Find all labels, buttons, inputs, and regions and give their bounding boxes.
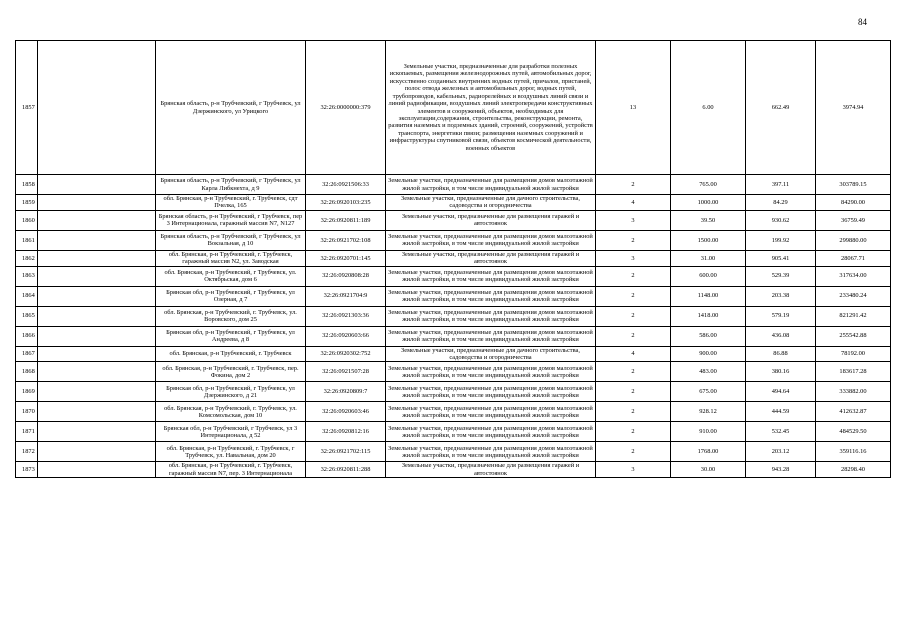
cadastral-value: 3974.94 bbox=[816, 41, 891, 175]
cadastral-value: 317634.00 bbox=[816, 266, 891, 286]
group-number: 3 bbox=[596, 250, 671, 266]
land-purpose: Земельные участки, предназначенные для размещения гаражей и автостоянок bbox=[386, 462, 596, 478]
spacer bbox=[38, 422, 156, 442]
spacer bbox=[38, 442, 156, 462]
row-number: 1870 bbox=[16, 402, 38, 422]
cadastral-number: 32:26:0920811:288 bbox=[306, 462, 386, 478]
row-number: 1868 bbox=[16, 362, 38, 382]
table-row bbox=[16, 442, 891, 462]
cadastral-rate: 532.45 bbox=[746, 422, 816, 442]
cadastral-value: 28298.40 bbox=[816, 462, 891, 478]
cadastral-number: 32:26:0921702:108 bbox=[306, 230, 386, 250]
group-number: 3 bbox=[596, 210, 671, 230]
spacer bbox=[38, 382, 156, 402]
area: 30.00 bbox=[671, 462, 746, 478]
land-purpose: Земельные участки, предназначенные для дачного строительства, садоводства и огородничества bbox=[386, 195, 596, 211]
row-number: 1864 bbox=[16, 286, 38, 306]
row-number: 1872 bbox=[16, 442, 38, 462]
group-number: 2 bbox=[596, 326, 671, 346]
spacer bbox=[38, 210, 156, 230]
area: 900.00 bbox=[671, 346, 746, 362]
address: обл. Брянская, р-н Трубчевский, г. Трубчевск, ул. Комсомольская, дом 10 bbox=[156, 402, 306, 422]
area: 31.00 bbox=[671, 250, 746, 266]
cadastral-number: 32:26:0000000:379 bbox=[306, 41, 386, 175]
group-number: 3 bbox=[596, 462, 671, 478]
address: обл. Брянская, р-н Трубчевский, г Трубчевск, ул. Октябрьская, дом 6 bbox=[156, 266, 306, 286]
address: обл. Брянская, р-н Трубчевский, г. Трубчевск, сдт Пчелка, 165 bbox=[156, 195, 306, 211]
group-number: 2 bbox=[596, 442, 671, 462]
land-purpose: Земельные участки, предназначенные для дачного строительства, садоводства и огородничества bbox=[386, 346, 596, 362]
cadastral-number: 32:26:0921303:36 bbox=[306, 306, 386, 326]
row-number: 1863 bbox=[16, 266, 38, 286]
area: 910.00 bbox=[671, 422, 746, 442]
land-purpose: Земельные участки, предназначенные для размещения домов малоэтажной жилой застройки, в том числе индивидуальной жилой застройки bbox=[386, 286, 596, 306]
cadastral-number: 32:26:0920808:28 bbox=[306, 266, 386, 286]
land-purpose: Земельные участки, предназначенные для размещения домов малоэтажной жилой застройки, в том числе индивидуальной жилой застройки bbox=[386, 402, 596, 422]
row-number: 1871 bbox=[16, 422, 38, 442]
group-number: 4 bbox=[596, 195, 671, 211]
land-purpose: Земельные участки, предназначенные для размещения домов малоэтажной жилой застройки, в том числе индивидуальной жилой застройки bbox=[386, 362, 596, 382]
cadastral-value: 36759.49 bbox=[816, 210, 891, 230]
spacer bbox=[38, 286, 156, 306]
area: 6.00 bbox=[671, 41, 746, 175]
group-number: 2 bbox=[596, 402, 671, 422]
cadastral-number: 32:26:0921704:9 bbox=[306, 286, 386, 306]
address: обл. Брянская, р-н Трубчевский, г. Трубчевск, пер. Фокина, дом 2 bbox=[156, 362, 306, 382]
table-row bbox=[16, 230, 891, 250]
area: 1768.00 bbox=[671, 442, 746, 462]
cadastral-value: 333882.00 bbox=[816, 382, 891, 402]
cadastral-value: 412632.87 bbox=[816, 402, 891, 422]
row-number: 1857 bbox=[16, 41, 38, 175]
address: обл. Брянская, р-н Трубчевский, г. Трубчевск bbox=[156, 346, 306, 362]
row-number: 1867 bbox=[16, 346, 38, 362]
cadastral-rate: 436.08 bbox=[746, 326, 816, 346]
land-purpose: Земельные участки, предназначенные для размещения гаражей и автостоянок bbox=[386, 250, 596, 266]
table-row bbox=[16, 326, 891, 346]
address: Брянская область, р-н Трубчевский, г Трубчевск, ул Вокзальная, д 10 bbox=[156, 230, 306, 250]
address: Брянская обл, р-н Трубчевский, г Трубчевск, ул Озерная, д 7 bbox=[156, 286, 306, 306]
address: обл. Брянская, р-н Трубчевский, г. Трубчевск, г Трубчевск, ул. Навальная, дом 20 bbox=[156, 442, 306, 462]
cadastral-number: 32:26:0920603:46 bbox=[306, 402, 386, 422]
row-number: 1858 bbox=[16, 175, 38, 195]
cadastral-rate: 579.19 bbox=[746, 306, 816, 326]
spacer bbox=[38, 266, 156, 286]
cadastral-number: 32:26:0920811:189 bbox=[306, 210, 386, 230]
address: обл. Брянская, р-н Трубчевский, г. Трубчевск, гаражный массив N2, ул. Заводская bbox=[156, 250, 306, 266]
group-number: 2 bbox=[596, 286, 671, 306]
cadastral-value: 78192.00 bbox=[816, 346, 891, 362]
page-number: 84 bbox=[858, 17, 867, 27]
spacer bbox=[38, 362, 156, 382]
cadastral-number: 32:26:0921506:33 bbox=[306, 175, 386, 195]
table-row bbox=[16, 362, 891, 382]
land-parcel-table bbox=[15, 40, 891, 478]
area: 1500.00 bbox=[671, 230, 746, 250]
address: обл. Брянская, р-н Трубчевский, г. Трубчевск, гаражный массив N7, пер. 3 Интернационала bbox=[156, 462, 306, 478]
cadastral-value: 84290.00 bbox=[816, 195, 891, 211]
cadastral-number: 32:26:0920302:752 bbox=[306, 346, 386, 362]
address: Брянская область, р-н Трубчевский, г Трубчевск, ул Карла Либкнехта, д 9 bbox=[156, 175, 306, 195]
row-number: 1859 bbox=[16, 195, 38, 211]
cadastral-number: 32:26:0921507:28 bbox=[306, 362, 386, 382]
table-row bbox=[16, 41, 891, 175]
area: 928.12 bbox=[671, 402, 746, 422]
area: 586.00 bbox=[671, 326, 746, 346]
cadastral-number: 32:26:0921702:115 bbox=[306, 442, 386, 462]
cadastral-value: 303789.15 bbox=[816, 175, 891, 195]
cadastral-value: 233480.24 bbox=[816, 286, 891, 306]
row-number: 1860 bbox=[16, 210, 38, 230]
address: Брянская область, р-н Трубчевский, г Трубчевск, пер 3 Интернационала, гаражный массив N7, N127 bbox=[156, 210, 306, 230]
spacer bbox=[38, 326, 156, 346]
cadastral-rate: 444.59 bbox=[746, 402, 816, 422]
row-number: 1862 bbox=[16, 250, 38, 266]
cadastral-value: 255542.88 bbox=[816, 326, 891, 346]
cadastral-number: 32:26:0920701:145 bbox=[306, 250, 386, 266]
address: Брянская обл, р-н Трубчевский, г Трубчевск, ул 3 Интернационала, д 52 bbox=[156, 422, 306, 442]
row-number: 1861 bbox=[16, 230, 38, 250]
address: обл. Брянская, р-н Трубчевский, г. Трубчевск, ул. Воровского, дом 25 bbox=[156, 306, 306, 326]
area: 39.50 bbox=[671, 210, 746, 230]
land-purpose: Земельные участки, предназначенные для размещения домов малоэтажной жилой застройки, в том числе индивидуальной жилой застройки bbox=[386, 442, 596, 462]
table-row bbox=[16, 402, 891, 422]
spacer bbox=[38, 175, 156, 195]
cadastral-rate: 199.92 bbox=[746, 230, 816, 250]
cadastral-rate: 84.29 bbox=[746, 195, 816, 211]
group-number: 2 bbox=[596, 362, 671, 382]
cadastral-rate: 930.62 bbox=[746, 210, 816, 230]
group-number: 2 bbox=[596, 266, 671, 286]
land-purpose: Земельные участки, предназначенные для размещения домов малоэтажной жилой застройки, в том числе индивидуальной жилой застройки bbox=[386, 230, 596, 250]
land-purpose: Земельные участки, предназначенные для размещения домов малоэтажной жилой застройки, в том числе индивидуальной жилой застройки bbox=[386, 382, 596, 402]
address: Брянская обл, р-н Трубчевский, г Трубчевск, ул Дзержинского, д 21 bbox=[156, 382, 306, 402]
cadastral-rate: 86.88 bbox=[746, 346, 816, 362]
table-row bbox=[16, 266, 891, 286]
area: 600.00 bbox=[671, 266, 746, 286]
spacer bbox=[38, 306, 156, 326]
table-row bbox=[16, 195, 891, 211]
table-row bbox=[16, 210, 891, 230]
group-number: 13 bbox=[596, 41, 671, 175]
cadastral-rate: 380.16 bbox=[746, 362, 816, 382]
land-purpose: Земельные участки, предназначенные для разработки полезных ископаемых, размещения железнодорожных путей, автомобильных дорог, искусственно созданных внутренних водных путей, причалов, пристаней, полос отвода железных и автомобильных дорог, водных путей, трубопроводов, кабельных, радиорелейных и воздушных линий связи и линий радиофикации, воздушных линий электропередачи конструктивных элементов и сооружений, объектов, необходимых для эксплуатации,содержания, строительства, реконструкции, ремонта, развития наземных и подземных зданий, строений, сооружений, устройств транспорта, энергетики пвязи; размещения наземных сооружений и инфраструктуры спутниковой связи, объектов космической деятельности, военных объектов bbox=[386, 41, 596, 175]
land-purpose: Земельные участки, предназначенные для размещения домов малоэтажной жилой застройки, в том числе индивидуальной жилой застройки bbox=[386, 306, 596, 326]
group-number: 4 bbox=[596, 346, 671, 362]
table-row bbox=[16, 250, 891, 266]
spacer bbox=[38, 250, 156, 266]
area: 765.00 bbox=[671, 175, 746, 195]
group-number: 2 bbox=[596, 175, 671, 195]
spacer bbox=[38, 402, 156, 422]
cadastral-rate: 203.38 bbox=[746, 286, 816, 306]
area: 483.00 bbox=[671, 362, 746, 382]
cadastral-rate: 203.12 bbox=[746, 442, 816, 462]
land-purpose: Земельные участки, предназначенные для размещения гаражей и автостоянок bbox=[386, 210, 596, 230]
cadastral-rate: 529.39 bbox=[746, 266, 816, 286]
table-row bbox=[16, 422, 891, 442]
cadastral-rate: 662.49 bbox=[746, 41, 816, 175]
row-number: 1873 bbox=[16, 462, 38, 478]
spacer bbox=[38, 195, 156, 211]
address: Брянская обл, р-н Трубчевский, г Трубчевск, ул Андреева, д 8 bbox=[156, 326, 306, 346]
land-purpose: Земельные участки, предназначенные для размещения домов малоэтажной жилой застройки, в том числе индивидуальной жилой застройки bbox=[386, 266, 596, 286]
cadastral-value: 821291.42 bbox=[816, 306, 891, 326]
table-row bbox=[16, 286, 891, 306]
land-purpose: Земельные участки, предназначенные для размещения домов малоэтажной жилой застройки, в том числе индивидуальной жилой застройки bbox=[386, 175, 596, 195]
row-number: 1865 bbox=[16, 306, 38, 326]
area: 1418.00 bbox=[671, 306, 746, 326]
spacer bbox=[38, 230, 156, 250]
cadastral-rate: 943.28 bbox=[746, 462, 816, 478]
cadastral-number: 32:26:0920812:16 bbox=[306, 422, 386, 442]
cadastral-rate: 905.41 bbox=[746, 250, 816, 266]
cadastral-value: 484529.50 bbox=[816, 422, 891, 442]
spacer bbox=[38, 41, 156, 175]
table-row bbox=[16, 306, 891, 326]
group-number: 2 bbox=[596, 230, 671, 250]
cadastral-rate: 494.64 bbox=[746, 382, 816, 402]
cadastral-rate: 397.11 bbox=[746, 175, 816, 195]
group-number: 2 bbox=[596, 382, 671, 402]
land-purpose: Земельные участки, предназначенные для размещения домов малоэтажной жилой застройки, в том числе индивидуальной жилой застройки bbox=[386, 422, 596, 442]
cadastral-value: 299880.00 bbox=[816, 230, 891, 250]
group-number: 2 bbox=[596, 422, 671, 442]
area: 1148.00 bbox=[671, 286, 746, 306]
cadastral-number: 32:26:0920103:235 bbox=[306, 195, 386, 211]
table-row bbox=[16, 175, 891, 195]
area: 675.00 bbox=[671, 382, 746, 402]
row-number: 1866 bbox=[16, 326, 38, 346]
group-number: 2 bbox=[596, 306, 671, 326]
cadastral-value: 183617.28 bbox=[816, 362, 891, 382]
spacer bbox=[38, 346, 156, 362]
cadastral-value: 28067.71 bbox=[816, 250, 891, 266]
table-row bbox=[16, 382, 891, 402]
address: Брянская область, р-н Трубчевский, г Трубчевск, ул Дзержинского, ул Урицкого bbox=[156, 41, 306, 175]
area: 1000.00 bbox=[671, 195, 746, 211]
cadastral-number: 32:26:0920809:7 bbox=[306, 382, 386, 402]
table-row bbox=[16, 462, 891, 478]
land-purpose: Земельные участки, предназначенные для размещения домов малоэтажной жилой застройки, в том числе индивидуальной жилой застройки bbox=[386, 326, 596, 346]
cadastral-number: 32:26:0920603:66 bbox=[306, 326, 386, 346]
table-row bbox=[16, 346, 891, 362]
row-number: 1869 bbox=[16, 382, 38, 402]
spacer bbox=[38, 462, 156, 478]
cadastral-value: 359116.16 bbox=[816, 442, 891, 462]
